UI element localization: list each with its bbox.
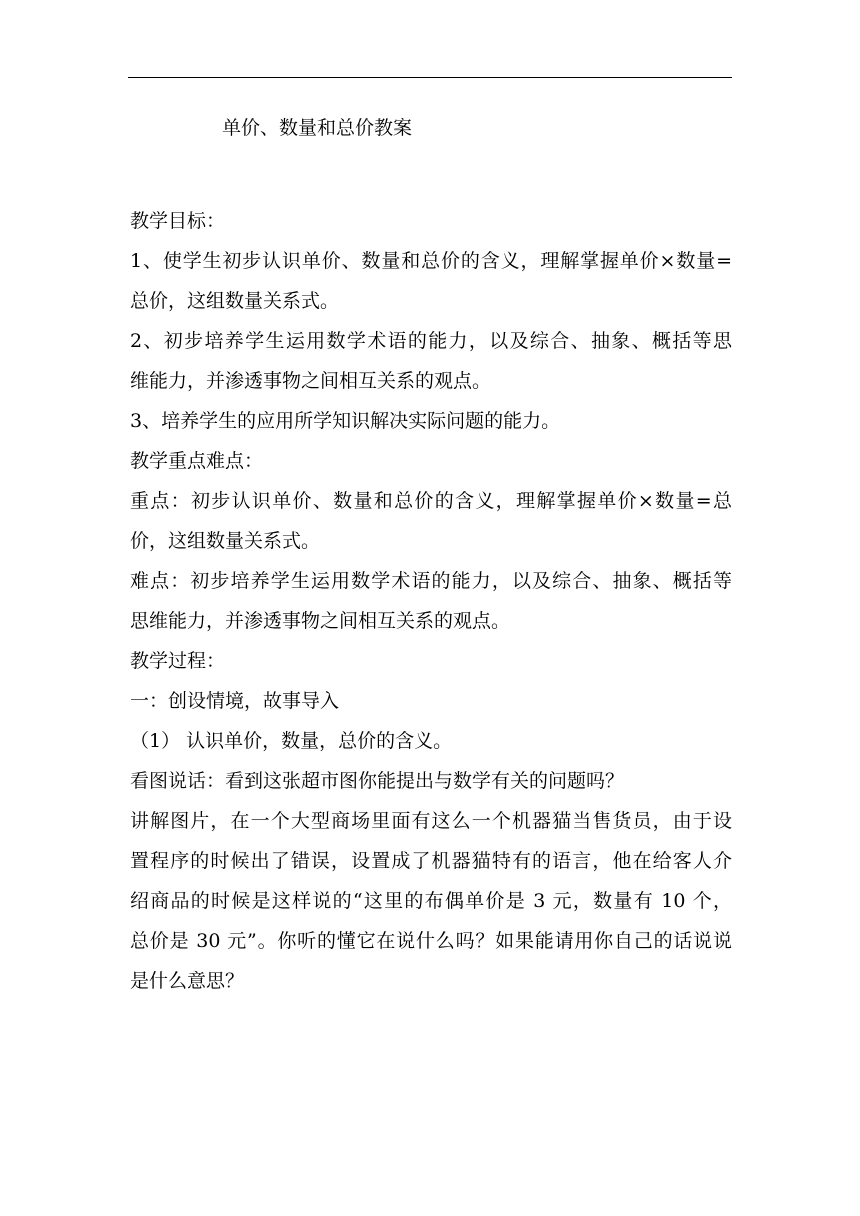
text-line: （1） 认识单价，数量，总价的含义。 — [130, 730, 453, 752]
text-line: 教学目标： — [130, 210, 226, 232]
text-line: 2、初步培养学生运用数学术语的能力，以及综合、抽象、概括等思 — [130, 330, 732, 352]
text-line: 教学重点难点： — [130, 450, 264, 472]
text-line: 重点：初步认识单价、数量和总价的含义，理解掌握单价×数量=总 — [130, 490, 732, 512]
text-line: 总价是 30 元”。你听的懂它在说什么吗？如果能请用你自己的话说说 — [130, 930, 732, 952]
text-line: 思维能力，并渗透事物之间相互关系的观点。 — [130, 610, 511, 632]
text-line: 教学过程： — [130, 650, 226, 672]
text-line: 维能力，并渗透事物之间相互关系的观点。 — [130, 370, 492, 392]
text-line: 讲解图片，在一个大型商场里面有这么一个机器猫当售货员，由于设 — [130, 810, 732, 832]
text-line: 绍商品的时候是这样说的“这里的布偶单价是 3 元，数量有 10 个， — [130, 890, 732, 912]
text-line: 看图说话：看到这张超市图你能提出与数学有关的问题吗？ — [130, 770, 625, 792]
document-title: 单价、数量和总价教案 — [222, 117, 413, 139]
text-line: 1、使学生初步认识单价、数量和总价的含义，理解掌握单价×数量= — [130, 250, 732, 272]
text-line: 一：创设情境，故事导入 — [130, 690, 340, 712]
text-line: 价，这组数量关系式。 — [130, 530, 321, 552]
document-body — [130, 201, 732, 1001]
header-rule — [128, 77, 732, 78]
text-line: 置程序的时候出了错误，设置成了机器猫特有的语言，他在给客人介 — [130, 850, 732, 872]
text-line: 总价，这组数量关系式。 — [130, 290, 340, 312]
text-line: 是什么意思？ — [130, 970, 245, 992]
text-line: 难点：初步培养学生运用数学术语的能力，以及综合、抽象、概括等 — [130, 570, 732, 592]
text-line: 3、培养学生的应用所学知识解决实际问题的能力。 — [130, 410, 561, 432]
